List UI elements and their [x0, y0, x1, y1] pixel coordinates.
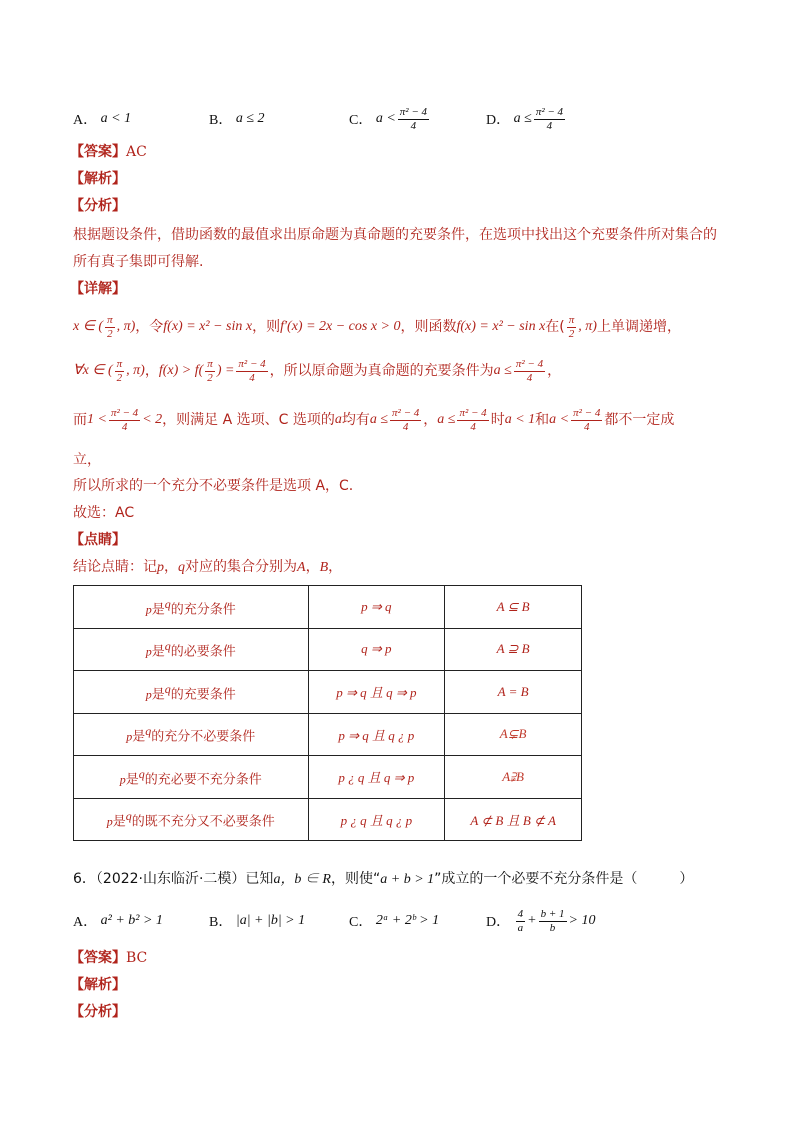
table-row — [74, 671, 582, 714]
fraction: $\frac{\text{π² − 4}}{4}$ — [399, 105, 428, 132]
detail-line-6: 故选：AC — [73, 505, 135, 521]
q6-option-d: D． $\frac{4}{a}$ + $\frac{b + 1}{b}$ > 10 — [486, 907, 596, 934]
q5-conclusion: 结论点睛：记p，q对应的集合分别为A，B， — [73, 559, 343, 575]
condition-table — [73, 585, 582, 841]
table-cell-set: A⫌B — [445, 756, 582, 799]
table-row — [74, 628, 582, 671]
table-cell-set: A ⊄ B 且 B ⊄ A — [445, 798, 582, 841]
table-cell-implication: p ¿ q 且 q ¿ p — [308, 798, 445, 841]
detail-line-2: ∀x ∈ ( $\frac{\pi}{2}$ , π) ， f(x) > f( $\frac{\pi}{2}$ ) = $\frac{\text{π² − 4}}{4}$ ，所以原命题为真命题的充要条件为 a ≤ $\frac{\text{π² − 4}}{4}$ ， — [73, 357, 562, 384]
table-cell-relation: p是$^q$的必要条件 — [74, 628, 309, 671]
table-cell-set: A ⊇ B — [445, 628, 582, 671]
table-row — [74, 586, 582, 629]
q6-option-c: C． 2ᵃ + 2ᵇ > 1 — [349, 913, 440, 930]
q5-options — [73, 103, 633, 135]
q5-fenxi-text-2: 所有真子集即可得解. — [73, 254, 204, 270]
table-cell-relation: p是$^q$的充必要不充分条件 — [74, 756, 309, 799]
table-cell-implication: p ⇒ q 且 q ⇒ p — [308, 671, 445, 714]
table-cell-relation: p是$^q$的既不充分又不必要条件 — [74, 798, 309, 841]
q6-answer: 【答案】BC — [70, 950, 148, 966]
detail-line-3: 而 1 < $\frac{\text{π² − 4}}{4}$ < 2 ，则满足 A 选项、C 选项的 a 均有 a ≤ $\frac{\text{π² − 4}}{4}$ ， a ≤ $\frac{\text{π² − 4}}{4}$ 时 a < 1 和 a < $\frac{\text{π² − 4}}{4}$ 都不一定成 — [73, 406, 675, 433]
q5-answer: 【答案】AC — [70, 144, 147, 160]
table-cell-implication: q ⇒ p — [308, 628, 445, 671]
table-row — [74, 713, 582, 756]
table-row — [74, 798, 582, 841]
q5-detail-tag: 【详解】 — [70, 281, 126, 297]
q6-option-a: A． a² + b² > 1 — [73, 913, 163, 930]
q6-option-b: B． |a| + |b| > 1 — [209, 913, 306, 930]
detail-line-5: 所以所求的一个充分不必要条件是选项 A，C. — [73, 478, 354, 494]
q6-fenxi-tag: 【分析】 — [70, 1004, 126, 1020]
table-cell-set: A⊊B — [445, 713, 582, 756]
q5-dianjing-tag: 【点睛】 — [70, 532, 126, 548]
q5-fenxi-text-1: 根据题设条件，借助函数的最值求出原命题为真命题的充要条件，在选项中找出这个充要条件所对集合的 — [73, 227, 717, 243]
q5-option-b: B． a ≤ 2 — [209, 111, 265, 128]
table-cell-relation: p是$^q$的充分条件 — [74, 586, 309, 629]
table-cell-implication: p ⇒ q 且 q ¿ p — [308, 713, 445, 756]
q6-stem: 6．（2022·山东临沂·二模）已知a，b ∈ R，则使“a + b > 1”成立的一个必要不充分条件是（ ） — [73, 871, 694, 887]
table-cell-implication: p ⇒ q — [308, 586, 445, 629]
detail-line-4: 立， — [73, 452, 101, 468]
q5-option-a: A． a < 1 — [73, 111, 132, 128]
q5-option-d: D． a ≤ $\frac{\text{π² − 4}}{4}$ — [486, 105, 564, 132]
table-cell-set: A = B — [445, 671, 582, 714]
table-cell-set: A ⊆ B — [445, 586, 582, 629]
table-cell-relation: p是$^q$的充分不必要条件 — [74, 713, 309, 756]
fraction: $\frac{\text{π² − 4}}{4}$ — [535, 105, 564, 132]
q5-option-c: C． a < $\frac{\text{π² − 4}}{4}$ — [349, 105, 428, 132]
table-row — [74, 756, 582, 799]
q5-analysis-tag: 【解析】 — [70, 171, 126, 187]
q6-options — [73, 905, 633, 937]
table-cell-relation: p是$^q$的充要条件 — [74, 671, 309, 714]
detail-line-1: x ∈ ( $\frac{\pi}{2}$ , π) ，令 f(x) = x² − sin x ，则 f′(x) = 2x − cos x > 0 ，则函数 f(x) = x² − sin x 在( $\frac{\pi}{2}$ , π) 上单调递增， — [73, 313, 681, 340]
q5-fenxi-tag: 【分析】 — [70, 198, 126, 214]
q6-analysis-tag: 【解析】 — [70, 977, 126, 993]
table-cell-implication: p ¿ q 且 q ⇒ p — [308, 756, 445, 799]
